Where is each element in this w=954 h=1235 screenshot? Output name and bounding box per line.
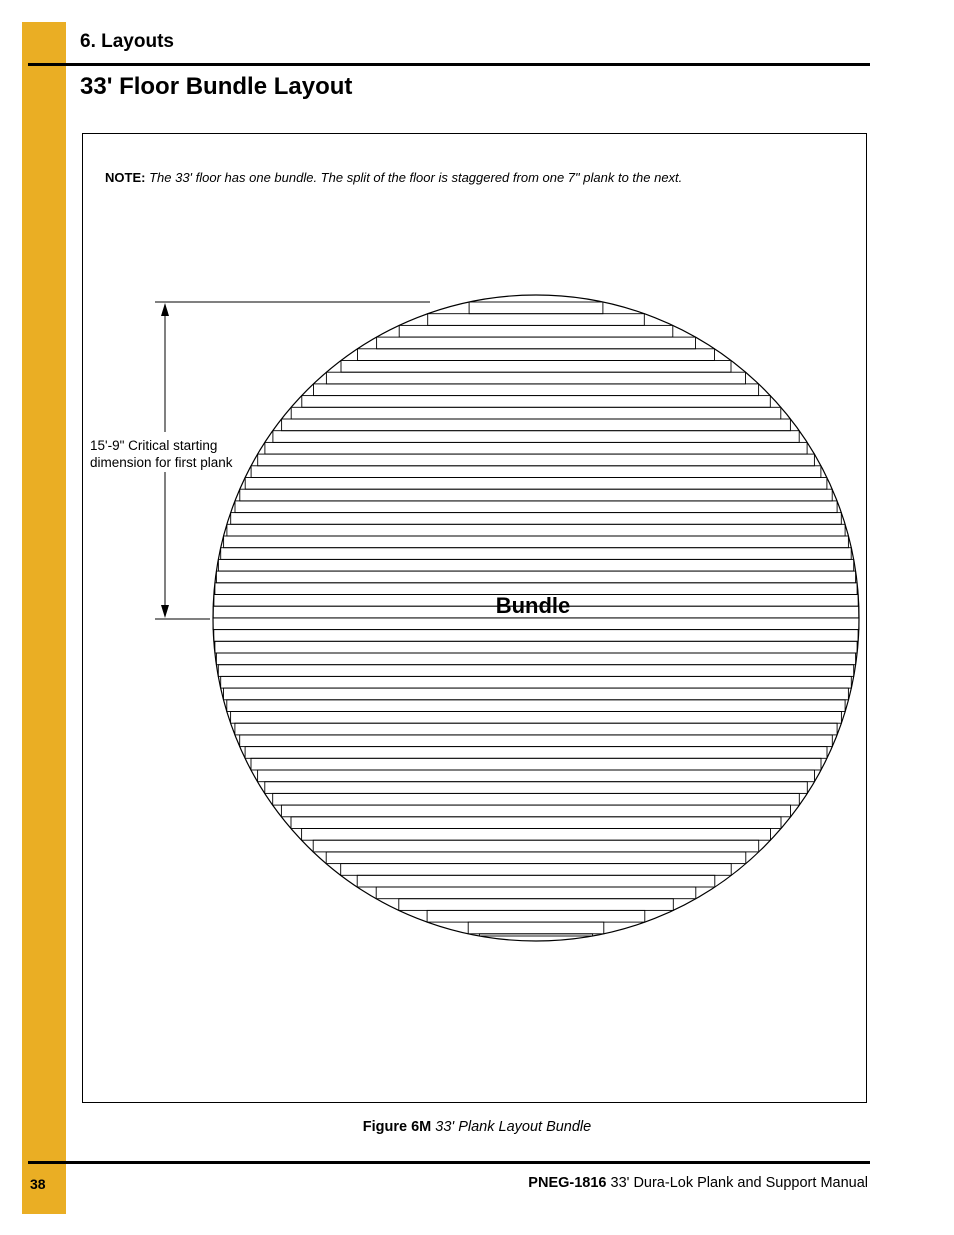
plank-row	[428, 314, 645, 326]
dimension-label-line-2: dimension for first plank	[90, 455, 233, 470]
plank-row	[326, 372, 745, 384]
plank-row	[214, 630, 858, 642]
plank-row	[224, 536, 849, 548]
plank-row	[357, 875, 715, 887]
plank-row	[314, 384, 759, 396]
plank-row	[224, 688, 849, 700]
plank-row	[258, 454, 815, 466]
plank-row	[215, 641, 857, 653]
dimension-arrow-down	[161, 605, 169, 618]
plank-row	[227, 700, 845, 712]
page-number: 38	[30, 1176, 46, 1192]
plank-row	[231, 513, 842, 525]
figure-caption	[0, 1119, 954, 1135]
plank-row	[469, 302, 603, 314]
plank-row	[358, 349, 715, 361]
plank-row	[399, 325, 673, 337]
plank-row	[291, 407, 781, 419]
bundle-label: Bundle	[495, 593, 571, 618]
plank-row	[265, 442, 807, 454]
plank-row	[235, 501, 837, 513]
plank-row	[265, 782, 808, 794]
plank-row	[245, 747, 827, 759]
plank-row	[302, 829, 771, 841]
plank-row	[273, 793, 800, 805]
caption-number: Figure 6M	[362, 1119, 432, 1135]
plank-row	[221, 548, 852, 560]
page-title: 33' Floor Bundle Layout	[80, 73, 353, 100]
plank-row	[281, 805, 790, 817]
plank-row	[399, 899, 674, 911]
plank-row	[227, 524, 845, 536]
plank-row	[245, 478, 827, 490]
plank-row	[240, 735, 833, 747]
plank-row	[216, 571, 855, 583]
plank-row	[479, 934, 592, 936]
section-label: 6. Layouts	[80, 31, 174, 52]
plank-row	[251, 758, 821, 770]
note-label: NOTE:	[105, 170, 146, 185]
dimension-label-line-1: 15'-9" Critical starting	[90, 438, 218, 453]
caption-text: 33' Plank Layout Bundle	[435, 1119, 592, 1135]
plank-row	[291, 817, 781, 829]
plank-row	[341, 361, 731, 373]
plank-row	[302, 396, 771, 408]
plank-row	[313, 840, 759, 852]
plank-row	[427, 910, 645, 922]
plank-row	[376, 887, 696, 899]
footer-doc-id: PNEG-1816	[528, 1175, 607, 1191]
plank-row	[273, 431, 799, 443]
plank-row	[251, 466, 821, 478]
plank-row	[216, 653, 855, 665]
plank-row	[213, 618, 859, 630]
plank-row	[282, 419, 791, 431]
plank-row	[231, 712, 842, 724]
plank-row	[377, 337, 696, 349]
plank-row	[258, 770, 815, 782]
plank-row	[221, 676, 852, 688]
plank-group	[213, 302, 859, 936]
plank-row	[468, 922, 604, 934]
footer-rule	[28, 1161, 870, 1164]
plank-row	[218, 559, 853, 571]
footer-doc-info	[528, 1175, 868, 1191]
plank-row	[240, 489, 832, 501]
note-text: The 33' floor has one bundle. The split of the floor is staggered from one 7" plank to the next.	[149, 170, 683, 185]
footer-doc-title: 33' Dura-Lok Plank and Support Manual	[610, 1175, 868, 1191]
dimension-arrow-up	[161, 303, 169, 316]
plank-row	[341, 864, 732, 876]
plank-row	[235, 723, 837, 735]
plank-row	[218, 665, 853, 677]
plank-row	[326, 852, 746, 864]
